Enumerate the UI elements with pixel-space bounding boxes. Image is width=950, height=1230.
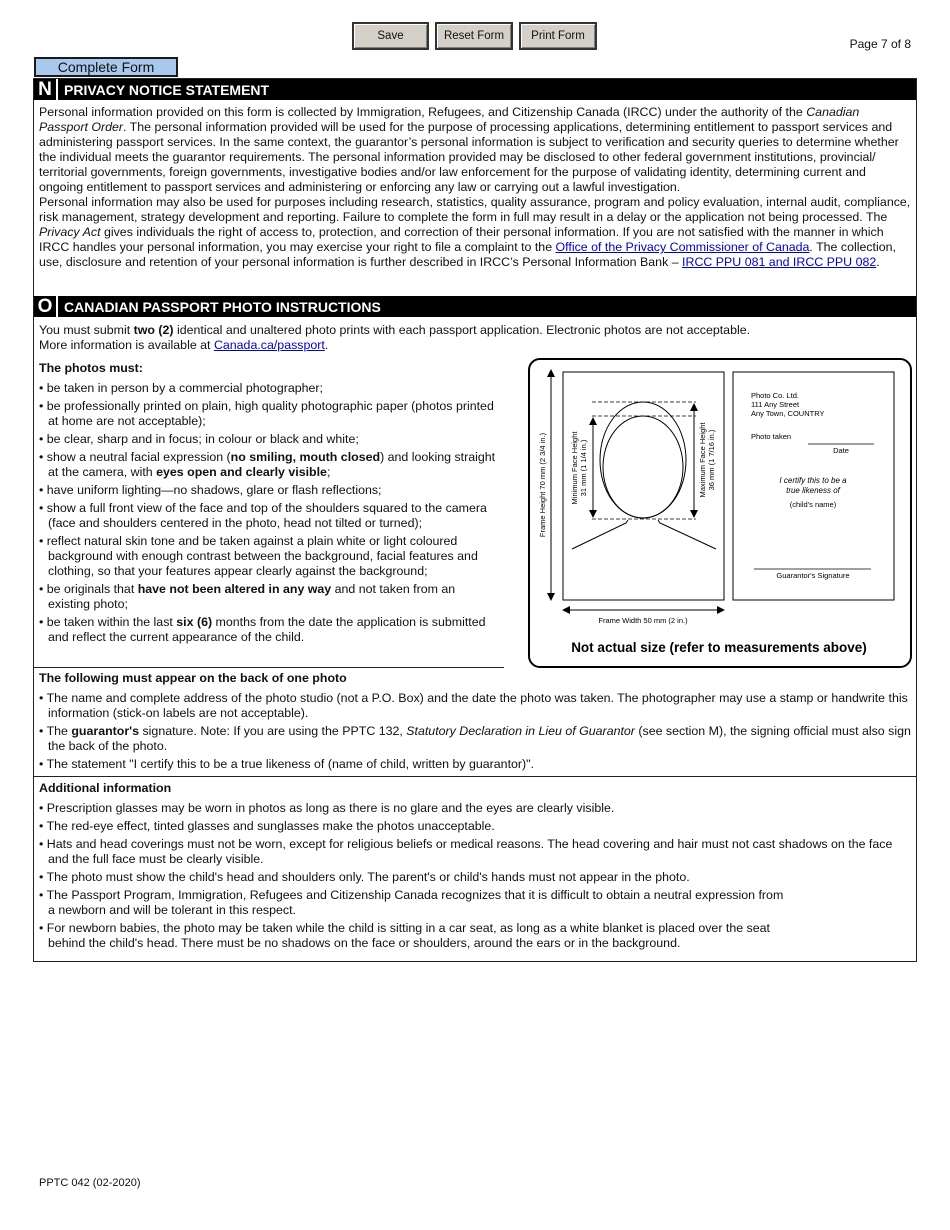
- childs-name-label: (child's name): [789, 500, 837, 509]
- photo-intro-line: You must submit two (2) identical and unaltered photo prints with each passport application. Electronic photos are not acceptable.: [39, 323, 751, 337]
- frame-height-label: Frame Height 70 mm (2 3/4 in.): [538, 432, 547, 538]
- min-face-label-2: 31 mm (1 1/4 in.): [579, 439, 588, 497]
- complete-form-button[interactable]: Complete Form: [34, 57, 178, 77]
- canada-passport-link[interactable]: Canada.ca/passport: [213, 338, 325, 352]
- photos-must-block: [39, 361, 497, 648]
- certify-line-2: true likeness of: [786, 486, 840, 495]
- section-title: PRIVACY NOTICE STATEMENT: [64, 81, 270, 98]
- photos-must-list: [39, 381, 497, 645]
- certify-line-1: I certify this to be a: [779, 476, 847, 485]
- section-title: CANADIAN PASSPORT PHOTO INSTRUCTIONS: [64, 298, 381, 315]
- list-item: • The photo must show the child's head and shoulders only. The parent's or child's hands must not appear in the photo.: [39, 870, 911, 885]
- list-item: • be taken in person by a commercial photographer;: [39, 381, 497, 396]
- additional-info-list: [39, 801, 911, 951]
- list-item: • be professionally printed on plain, high quality photographic paper (photos printed at home are not acceptable);: [39, 399, 497, 429]
- face-oval-inner: [603, 416, 683, 518]
- list-item: • For newborn babies, the photo may be taken while the child is sitting in a car seat, as long as a white blanket is placed over the seat behind the child's head. There must be no shadows on the face or shoulders, around the ears or in the background.: [39, 921, 911, 951]
- list-item: • have uniform lighting—no shadows, glare or flash reflections;: [39, 483, 497, 498]
- list-item: • show a neutral facial expression (no smiling, mouth closed) and looking straight at the camera, with eyes open and clearly visible;: [39, 450, 497, 480]
- max-face-label-2: 36 mm (1 7/16 in.): [707, 429, 716, 491]
- photo-intro-more: More information is available at Canada.ca/passport.: [39, 338, 329, 352]
- guarantor-signature-label: Guarantor's Signature: [776, 571, 850, 580]
- save-button[interactable]: Save: [352, 22, 429, 50]
- photo-diagram: [528, 358, 912, 668]
- list-item: • Hats and head coverings must not be worn, except for religious beliefs or medical reasons. The head covering and hair must not cast shadows on the face and the full face must be clearly visible.: [39, 837, 911, 867]
- back-of-photo-heading: The following must appear on the back of one photo: [39, 671, 347, 685]
- reset-form-button[interactable]: Reset Form: [435, 22, 513, 50]
- photo-intro: [39, 323, 911, 353]
- section-letter: O: [34, 296, 58, 317]
- list-item: • be clear, sharp and in focus; in colour or black and white;: [39, 432, 497, 447]
- list-item: • Prescription glasses may be worn in photos as long as there is no glare and the eyes are clearly visible.: [39, 801, 911, 816]
- photo-diagram-svg: [530, 360, 910, 666]
- form-frame: [33, 78, 917, 962]
- studio-name: Photo Co. Ltd.: [751, 391, 799, 400]
- back-of-photo-list: [39, 691, 911, 772]
- studio-town: Any Town, COUNTRY: [751, 409, 825, 418]
- frame-width-label: Frame Width 50 mm (2 in.): [598, 616, 688, 625]
- page-number: Page 7 of 8: [849, 37, 911, 51]
- list-item: • The guarantor's signature. Note: If you are using the PPTC 132, Statutory Declaration in Lieu of Guarantor (see section M), the signing official must also sign the back of the photo.: [39, 724, 911, 754]
- list-item: • The statement "I certify this to be a true likeness of (name of child, written by guarantor)".: [39, 757, 911, 772]
- form-toolbar: [352, 22, 597, 50]
- list-item: • reflect natural skin tone and be taken against a plain white or light coloured background with enough contrast between the background, facial features and clothing, so that your features appear clearly against the background;: [39, 534, 497, 579]
- form-code-footer: PPTC 042 (02-2020): [39, 1177, 141, 1189]
- list-item: • show a full front view of the face and top of the shoulders squared to the camera (face and shoulders centered in the photo, head not tilted or turned);: [39, 501, 497, 531]
- privacy-paragraph-1: Personal information provided on this form is collected by Immigration, Refugees, and Citizenship Canada (IRCC) under the authority of the Canadian Passport Order. The personal information provided will be used for the purpose of processing applications, determining entitlement to passport services and administering passport services. In the same context, the guarantor’s personal information is subject to verification and security queries to determine whether the individual meets the guarantor requirements. The personal information provided may be disclosed to other federal government institutions, provincial/ territorial governments, foreign governments, investigative bodies and/or law enforcement for the purpose of validating identity, determining current and ongoing entitlement to passport services and administering or enforcing any law or carrying out a lawful investigation.: [39, 105, 899, 194]
- privacy-notice-text: [39, 105, 911, 270]
- list-item: • The name and complete address of the photo studio (not a P.O. Box) and the date the photo was taken. The photographer may use a stamp or handwrite this information (stick-on labels are not acceptable).: [39, 691, 911, 721]
- max-face-label-1: Maximum Face Height: [698, 422, 707, 498]
- min-face-label-1: Minimum Face Height: [570, 431, 579, 505]
- section-n-header: [34, 79, 916, 100]
- additional-info-heading: Additional information: [39, 781, 172, 795]
- list-item: • The red-eye effect, tinted glasses and sunglasses make the photos unacceptable.: [39, 819, 911, 834]
- photos-must-heading: The photos must:: [39, 361, 143, 375]
- list-item: • be originals that have not been altered in any way and not taken from an existing photo;: [39, 582, 497, 612]
- list-item: • be taken within the last six (6) months from the date the application is submitted and reflect the current appearance of the child.: [39, 615, 497, 645]
- additional-info-block: [39, 781, 911, 954]
- personal-info-bank-link[interactable]: IRCC PPU 081 and IRCC PPU 082: [682, 255, 877, 269]
- studio-street: 111 Any Street: [751, 400, 800, 409]
- photo-taken-label: Photo taken: [751, 432, 792, 441]
- list-item: • The Passport Program, Immigration, Refugees and Citizenship Canada recognizes that it is difficult to obtain a neutral expression from a newborn and will be tolerant in this respect.: [39, 888, 911, 918]
- date-label: Date: [833, 446, 849, 455]
- back-of-photo-block: [39, 671, 911, 775]
- privacy-paragraph-2: Personal information may also be used for purposes including research, statistics, quality assurance, program and policy evaluation, internal audit, compliance, risk management, strategy development and reporting. Failure to complete the form in full may result in a delay or the application not being processed. The Privacy Act gives individuals the right of access to, protection, and correction of their personal information. If you are not satisfied with the manner in which IRCC handles your personal information, you may exercise your right to file a complaint to the Office of the Privacy Commissioner of Canada. The collection, use, disclosure and retention of your personal information is further described in IRCC’s Personal Information Bank – IRCC PPU 081 and IRCC PPU 082.: [39, 195, 911, 269]
- print-form-button[interactable]: Print Form: [519, 22, 597, 50]
- section-o-header: [34, 296, 916, 317]
- privacy-commissioner-link[interactable]: Office of the Privacy Commissioner of Canada: [555, 240, 810, 254]
- not-actual-size-caption: Not actual size (refer to measurements above): [571, 640, 867, 655]
- section-letter: N: [34, 79, 58, 100]
